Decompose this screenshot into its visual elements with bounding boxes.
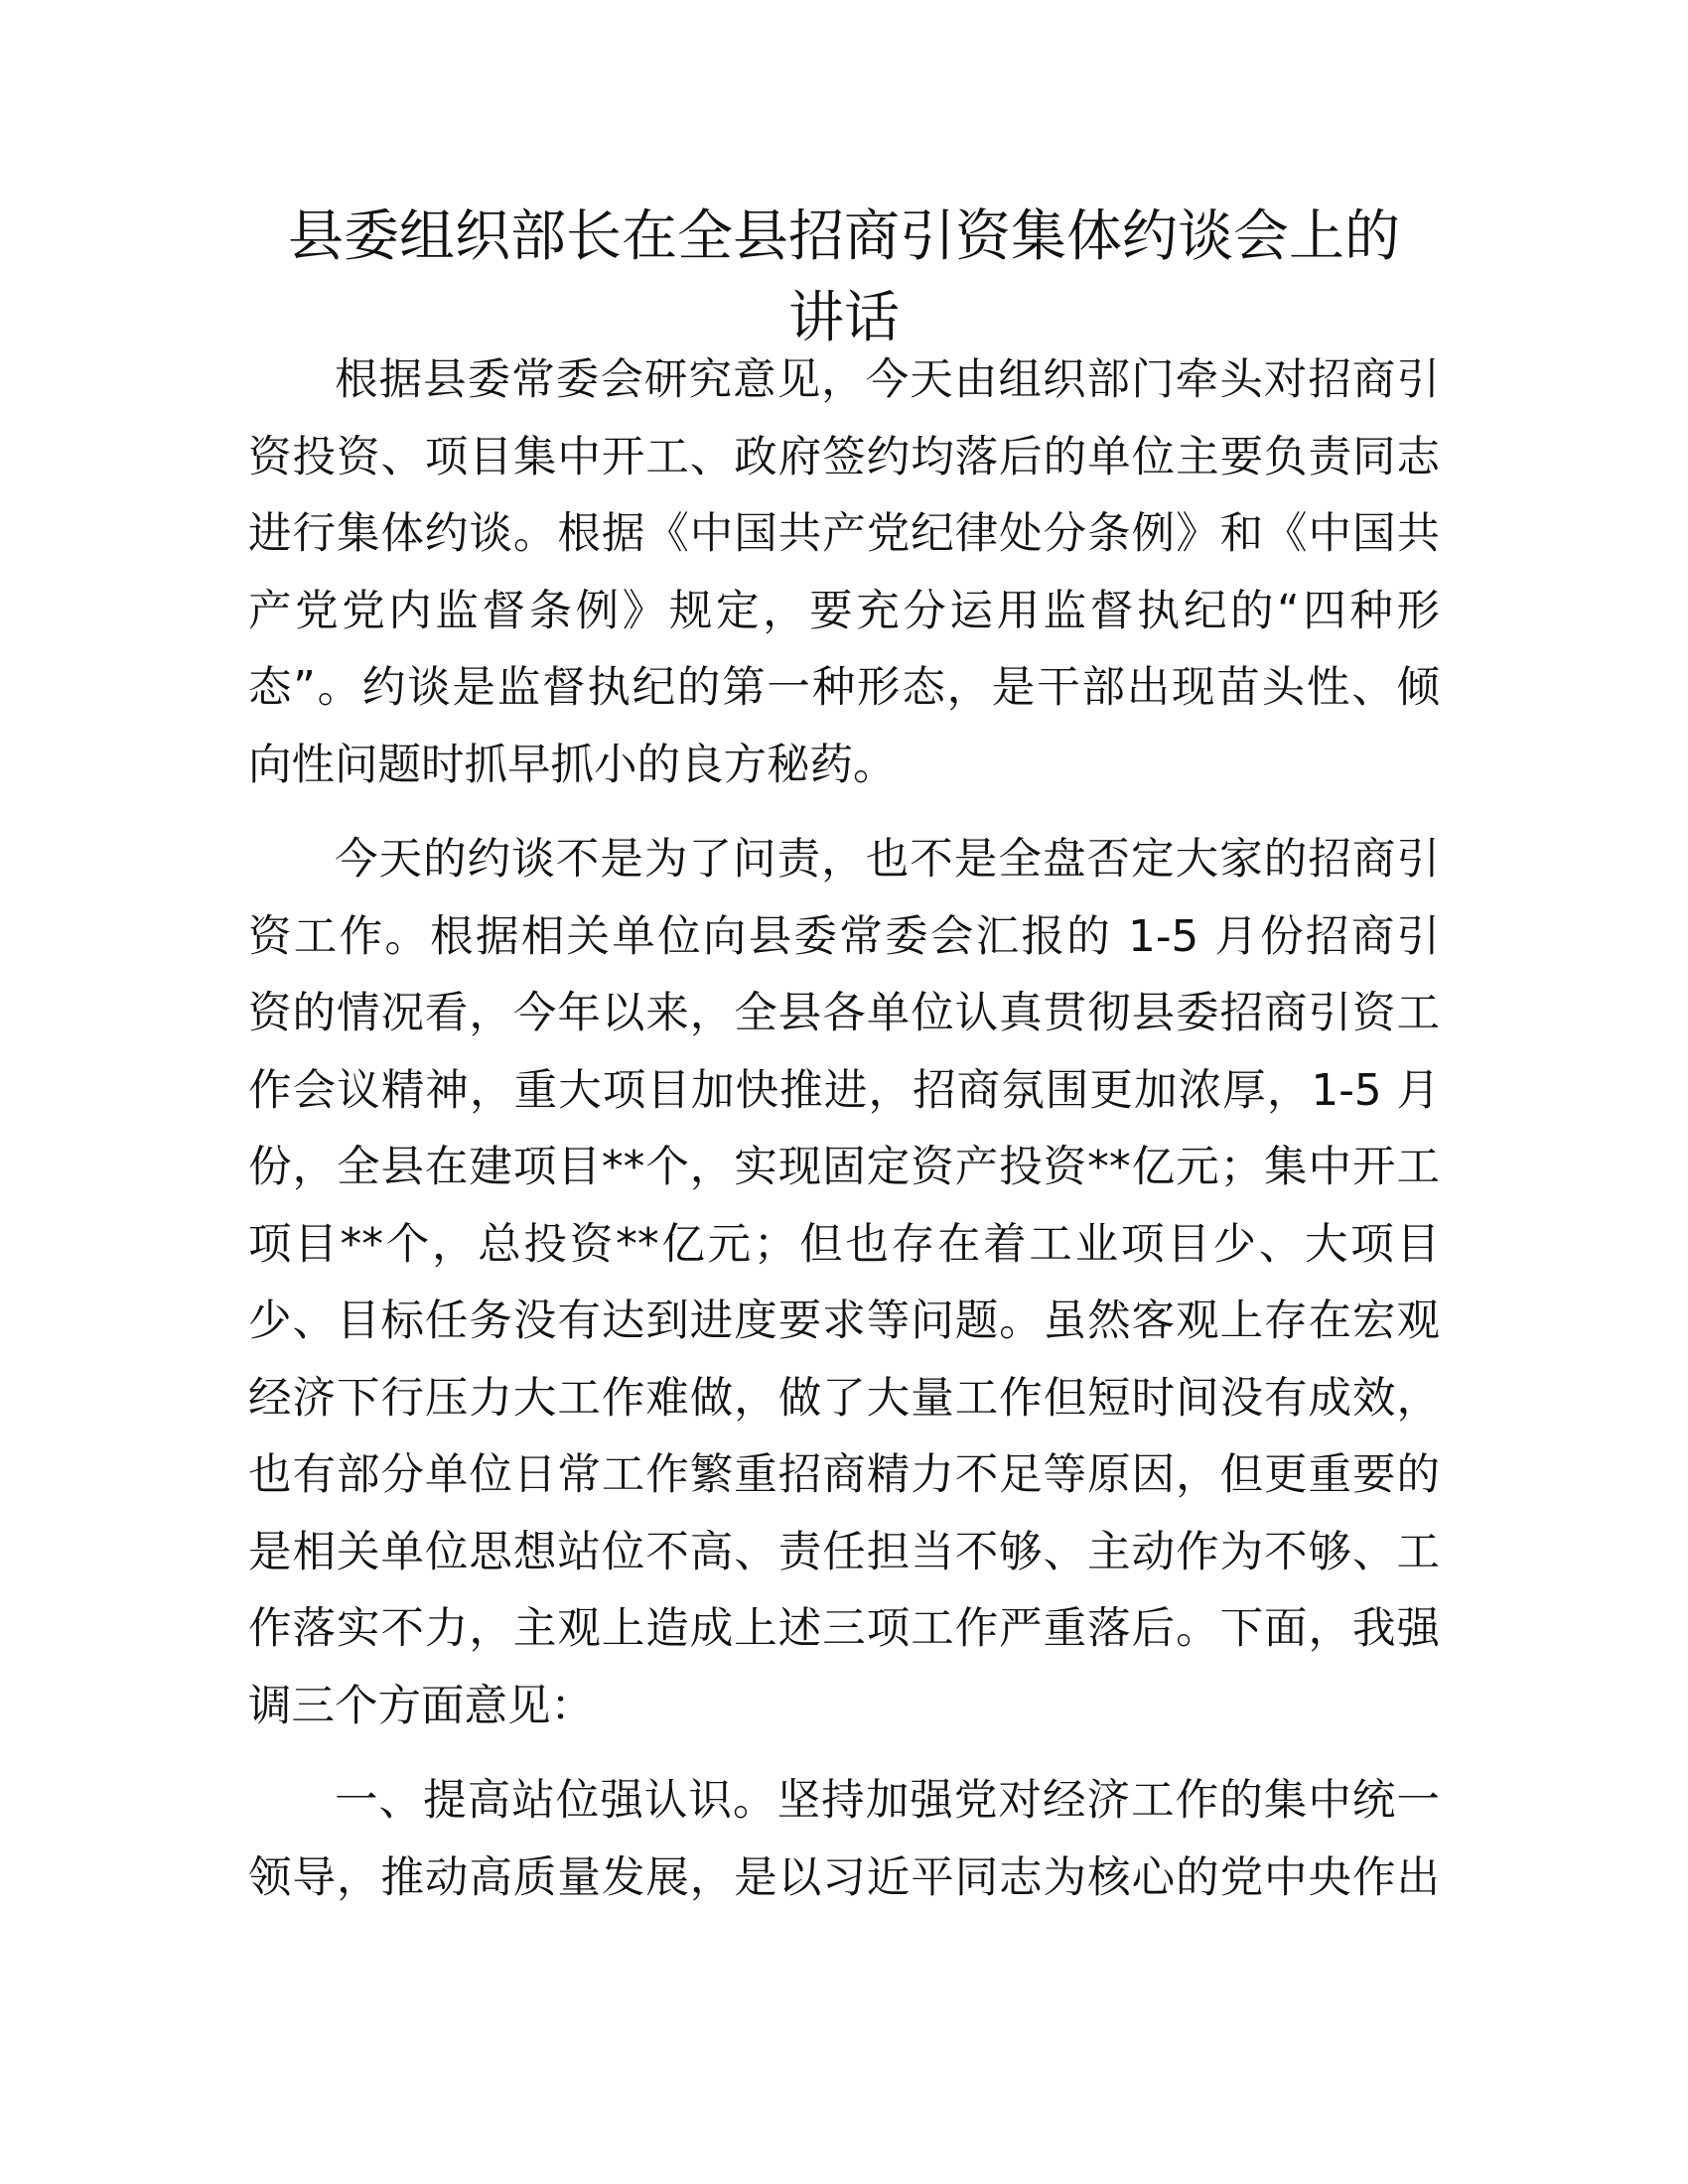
paragraph-line: 根据县委常委会研究意见，今天由组织部门牵头对招商引 — [335, 355, 1440, 405]
paragraph-line: 作会议精神，重大项目加快推进，招商氛围更加浓厚，1-5 月 — [248, 1065, 1440, 1116]
paragraph-line: 态”。约谈是监督执纪的第一种形态，是干部出现苗头性、倾 — [248, 663, 1440, 713]
title-line: 讲话 — [788, 286, 900, 350]
paragraph-line: 作落实不力，主观上造成上述三项工作严重落后。下面，我强 — [248, 1604, 1440, 1654]
paragraph-line: 一、提高站位强认识。坚持加强党对经济工作的集中统一 — [335, 1776, 1440, 1826]
paragraph-line: 资的情况看，今年以来，全县各单位认真贯彻县委招商引资工 — [248, 989, 1440, 1038]
paragraph-1 — [248, 342, 1440, 804]
paragraph-line: 领导，推动高质量发展，是以习近平同志为核心的党中央作出 — [248, 1852, 1440, 1903]
paragraph-line: 也有部分单位日常工作繁重招商精力不足等原因，但更重要的 — [248, 1450, 1440, 1500]
paragraph-line: 是相关单位思想站位不高、责任担当不够、主动作为不够、工 — [248, 1527, 1440, 1577]
paragraph-line: 向性问题时抓早抓小的良方秘药。 — [248, 740, 897, 790]
paragraph-line: 今天的约谈不是为了问责，也不是全盘否定大家的招商引 — [335, 835, 1440, 885]
paragraph-line: 产党党内监督条例》规定，要充分运用监督执纪的“四种形 — [248, 586, 1440, 636]
paragraph-line: 项目**个，总投资**亿元；但也存在着工业项目少、大项目 — [248, 1219, 1440, 1270]
paragraph-3 — [248, 1763, 1440, 1917]
paragraph-line: 资工作。根据相关单位向县委常委会汇报的 1-5 月份招商引 — [248, 911, 1440, 962]
title-line: 县委组织部长在全县招商引资集体约谈会上的 — [288, 205, 1400, 269]
paragraph-line: 资投资、项目集中开工、政府签约均落后的单位主要负责同志 — [248, 432, 1440, 482]
paragraph-line: 调三个方面意见： — [248, 1681, 594, 1731]
paragraph-line: 少、目标任务没有达到进度要求等问题。虽然客观上存在宏观 — [248, 1297, 1440, 1346]
paragraph-line: 进行集体约谈。根据《中国共产党纪律处分条例》和《中国共 — [248, 509, 1440, 559]
paragraph-line: 经济下行压力大工作难做，做了大量工作但短时间没有成效， — [248, 1373, 1440, 1424]
document-body — [248, 342, 1440, 1935]
document-title — [248, 197, 1440, 359]
paragraph-line: 份，全县在建项目**个，实现固定资产投资**亿元；集中开工 — [248, 1143, 1440, 1192]
paragraph-2 — [248, 822, 1440, 1745]
